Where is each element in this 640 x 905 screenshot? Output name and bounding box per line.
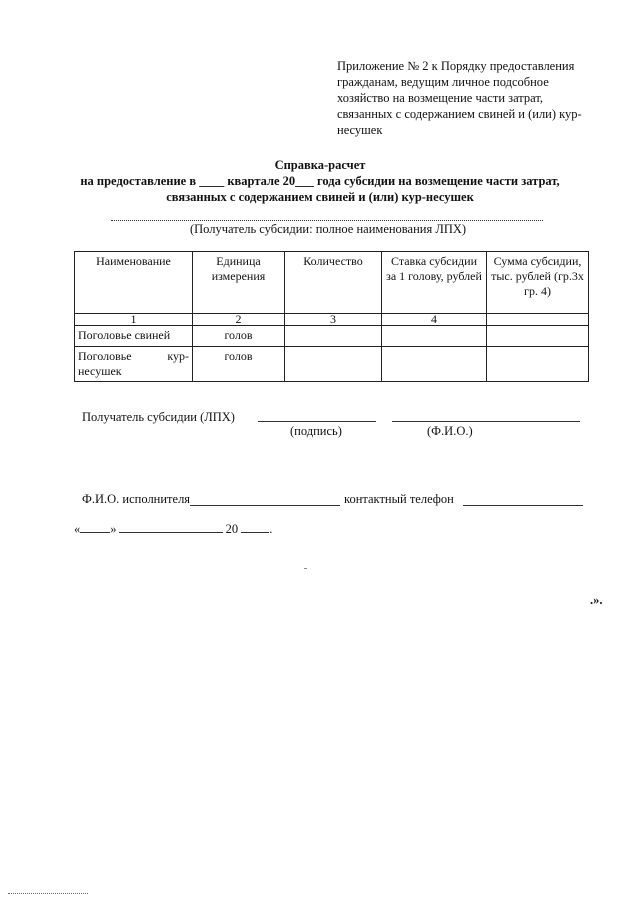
year-prefix: 20	[225, 522, 239, 536]
month-line	[119, 532, 223, 533]
row-quantity	[285, 347, 382, 382]
calculation-table	[74, 251, 589, 382]
appendix-line-4: связанных с содержанием свиней и (или) кур-	[337, 107, 582, 121]
date-dot: .	[269, 522, 273, 536]
column-number: 2	[193, 314, 285, 326]
row-sum	[487, 326, 589, 347]
signature-label: Получатель субсидии (ЛПХ)	[82, 410, 235, 424]
column-number	[487, 314, 589, 326]
row-name-part: Поголовье	[78, 349, 132, 363]
header-cell-name: Наименование	[75, 252, 193, 314]
title-line-3: связанных с содержанием свиней и (или) кур-несушек	[166, 190, 474, 204]
appendix-line-3: хозяйство на возмещение части затрат,	[337, 91, 544, 105]
document-title	[40, 157, 600, 205]
row-name: Поголовье свиней	[75, 326, 193, 347]
row-unit: голов	[193, 347, 285, 382]
row-rate	[382, 347, 487, 382]
column-number: 1	[75, 314, 193, 326]
row-name	[75, 347, 193, 382]
row-sum	[487, 347, 589, 382]
scan-artifact-line	[8, 893, 88, 894]
phone-line	[463, 505, 583, 506]
fio-caption: (Ф.И.О.)	[427, 424, 473, 438]
date-open-quote: «	[74, 522, 81, 536]
header-cell-rate: Ставка субсидии за 1 голову, рублей	[382, 252, 487, 314]
date-close-quote: »	[110, 522, 117, 536]
scan-speck	[304, 568, 307, 569]
header-cell-quantity: Количество	[285, 252, 382, 314]
row-rate	[382, 326, 487, 347]
header-cell-unit: Единица измерения	[193, 252, 285, 314]
row-quantity	[285, 326, 382, 347]
row-name-part: кур-	[167, 349, 189, 363]
day-line	[80, 532, 110, 533]
column-number: 4	[382, 314, 487, 326]
table-row	[75, 326, 589, 347]
recipient-name-line	[111, 220, 543, 221]
phone-label: контактный телефон	[344, 492, 454, 506]
table-row	[75, 347, 589, 382]
year-line	[241, 532, 269, 533]
appendix-line-5: несушек	[337, 123, 383, 137]
fio-line	[392, 421, 580, 422]
table-header-row	[75, 252, 589, 314]
appendix-line-2: гражданам, ведущим личное подсобное	[337, 75, 549, 89]
column-number: 3	[285, 314, 382, 326]
signature-caption: (подпись)	[290, 424, 342, 438]
title-line-2: на предоставление в ____ квартале 20___ года субсидии на возмещение части затрат,	[80, 174, 560, 188]
recipient-caption: (Получатель субсидии: полное наименования ЛПХ)	[189, 222, 467, 236]
executor-label: Ф.И.О. исполнителя	[82, 492, 191, 506]
header-cell-sum: Сумма субсидии, тыс. рублей (гр.3х гр. 4)	[487, 252, 589, 314]
executor-line	[190, 505, 340, 506]
row-unit: голов	[193, 326, 285, 347]
appendix-note	[337, 58, 612, 138]
row-name-part: несушек	[78, 364, 122, 378]
date-row	[74, 522, 272, 537]
end-mark: .».	[590, 593, 603, 607]
appendix-line-1: Приложение № 2 к Порядку предоставления	[337, 59, 575, 73]
signature-line	[258, 421, 376, 422]
title-line-1: Справка-расчет	[274, 158, 366, 172]
column-numbers-row	[75, 314, 589, 326]
